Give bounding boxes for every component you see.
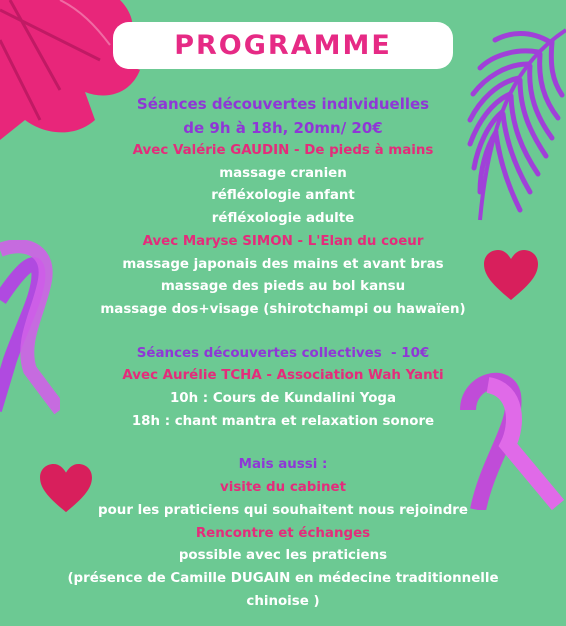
page-title: PROGRAMME	[174, 30, 392, 61]
note-line: chinoise )	[246, 593, 320, 609]
visit-detail: pour les praticiens qui souhaitent nous rejoindre	[98, 502, 468, 518]
service-item: massage japonais des mains et avant bras	[122, 256, 444, 272]
individual-heading: Séances découvertes individuelles	[136, 95, 430, 113]
session-item: 18h : chant mantra et relaxation sonore	[131, 413, 435, 429]
practitioner-simon: Avec Maryse SIMON - L'Elan du coeur	[142, 233, 424, 249]
visit-heading: visite du cabinet	[220, 480, 346, 496]
also-heading: Mais aussi :	[238, 457, 328, 473]
meet-detail: possible avec les praticiens	[178, 548, 388, 564]
meet-heading: Rencontre et échanges	[195, 525, 371, 541]
collective-heading: Séances découvertes collectives - 10€	[136, 345, 430, 361]
service-item: massage des pieds au bol kansu	[160, 279, 406, 295]
service-item: réfléxologie adulte	[211, 211, 355, 227]
service-item: massage dos+visage (shirotchampi ou hawaïen)	[100, 301, 466, 317]
program-content	[40, 92, 526, 613]
practitioner-gaudin: Avec Valérie GAUDIN - De pieds à mains	[132, 143, 434, 158]
individual-schedule: de 9h à 18h, 20mn/ 20€	[183, 119, 383, 137]
service-item: réfléxologie anfant	[211, 188, 355, 204]
session-item: 10h : Cours de Kundalini Yoga	[169, 391, 397, 407]
service-item: massage cranien	[219, 165, 347, 181]
note-line: (présence de Camille DUGAIN en médecine traditionnelle	[67, 570, 499, 586]
title-banner	[113, 22, 453, 69]
practitioner-tcha: Avec Aurélie TCHA - Association Wah Yanti	[122, 368, 444, 384]
